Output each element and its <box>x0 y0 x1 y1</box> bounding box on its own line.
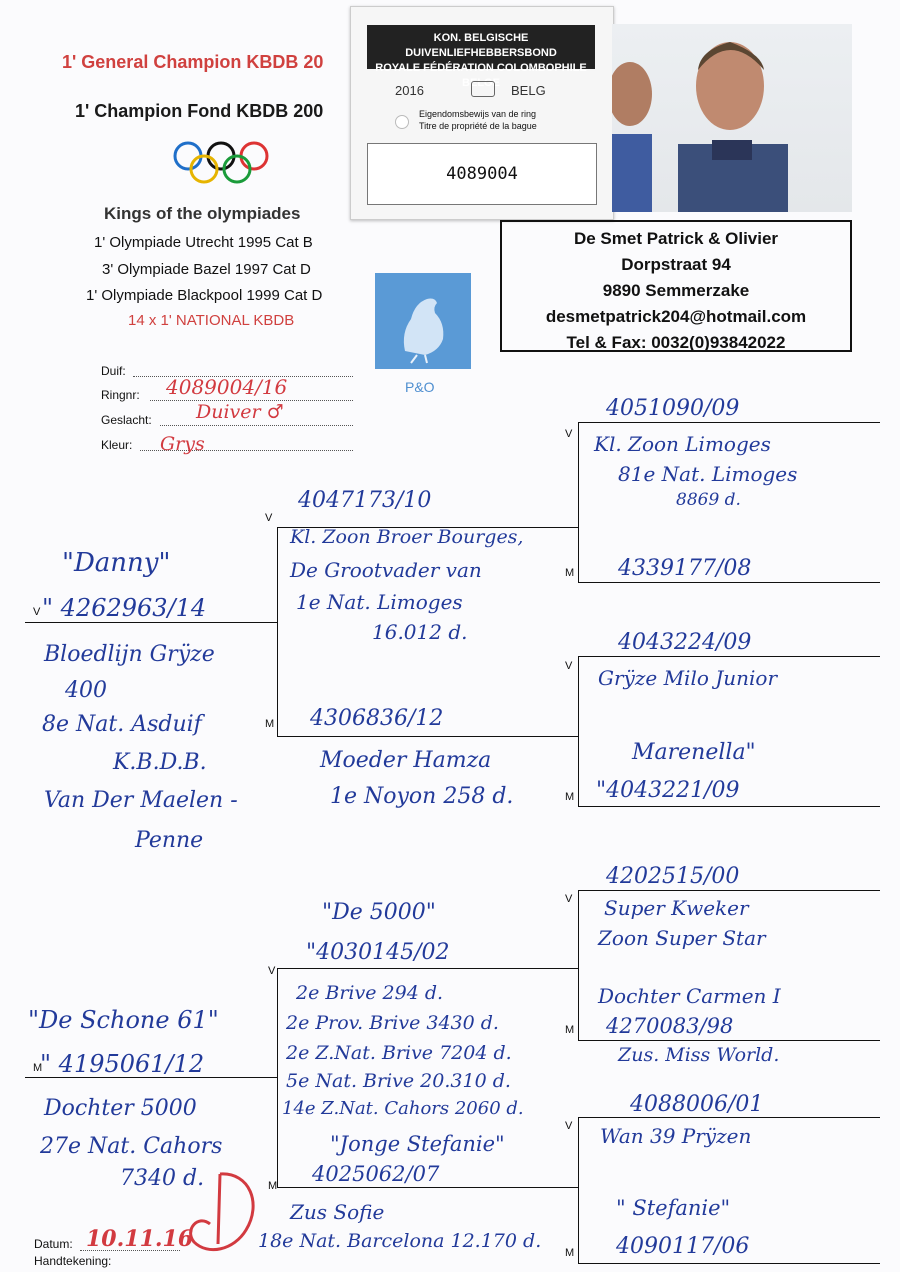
dsd-note: Zus. Miss World. <box>618 1044 780 1066</box>
ss-note: Kl. Zoon Broer Bourges, <box>290 526 524 548</box>
sss-sex-mark: V <box>565 428 573 440</box>
dd-ring: 4025062/07 <box>312 1162 440 1186</box>
ss-ring: 4047173/10 <box>298 488 432 513</box>
signature <box>180 1164 270 1268</box>
sd-note: Moeder Hamza <box>320 748 492 773</box>
ring-hole <box>395 115 409 129</box>
sdd-name: Marenella" <box>632 740 756 765</box>
po-logo-caption: P&O <box>405 379 435 395</box>
ss-sex-mark: V <box>265 512 273 524</box>
olympiade-line: 3' Olympiade Bazel 1997 Cat D <box>102 261 311 278</box>
geslacht-label: Geslacht: <box>101 413 152 427</box>
geslacht-value: Duiver ♂ <box>196 401 284 423</box>
breeder-contact-box <box>500 220 852 352</box>
dam-note: Dochter 5000 <box>44 1096 197 1121</box>
ring-caption-1: Eigendomsbewijs van de ring <box>419 109 537 119</box>
sds-line <box>578 656 880 657</box>
kings-title: Kings of the olympiades <box>104 204 301 223</box>
ssd-ring: 4339177/08 <box>618 556 752 581</box>
sdd-line <box>578 806 880 807</box>
sd-line <box>277 736 578 737</box>
ring-sticker-line-2: ROYALE FÉDÉRATION COLOMBOPHILE BELGE <box>375 62 587 89</box>
dss-sex-mark: V <box>565 893 573 905</box>
sd-ring: 4306836/12 <box>310 706 444 731</box>
ring-caption-2: Titre de propriété de la bague <box>419 121 537 131</box>
sd-sex-mark: M <box>265 718 275 730</box>
ds-note: 14e Z.Nat. Cahors 2060 d. <box>282 1098 524 1119</box>
sire-ring: " 4262963/14 <box>42 594 207 622</box>
ds-name: "De 5000" <box>322 900 436 925</box>
sire-note: Bloedlijn Grÿze <box>44 642 215 667</box>
dd-sex-mark: M <box>268 1180 278 1192</box>
ss-note: De Grootvader van <box>290 558 482 582</box>
dsd-line <box>578 1040 880 1041</box>
dds-note: Wan 39 Prÿzen <box>600 1124 752 1148</box>
dss-ring: 4202515/00 <box>606 864 740 889</box>
ring-year: 2016 <box>395 83 424 98</box>
olympiade-line: 1' Olympiade Utrecht 1995 Cat B <box>94 234 313 251</box>
sire-sex-mark: V <box>33 606 41 618</box>
ring-sticker-band <box>367 25 595 89</box>
ds-note: 2e Z.Nat. Brive 7204 d. <box>286 1042 512 1064</box>
ringnr-value: 4089004/16 <box>166 375 288 399</box>
owners-photo-figures <box>612 24 852 212</box>
sdd-ring: "4043221/09 <box>596 778 740 803</box>
sire-note: K.B.D.B. <box>113 750 207 775</box>
dd-line <box>277 1187 578 1188</box>
national-wins: 14 x 1' NATIONAL KBDB <box>128 312 295 329</box>
title-general-champion: 1' General Champion KBDB 20 <box>62 52 324 72</box>
sire-line <box>25 622 277 623</box>
breeder-phone: Tel & Fax: 0032(0)93842022 <box>566 333 786 352</box>
datum-value: 10.11.16 <box>86 1226 194 1252</box>
ds-sex-mark: V <box>268 965 276 977</box>
ssd-sex-mark: M <box>565 567 575 579</box>
dss-note: Super Kweker <box>604 896 749 920</box>
sss-note: Kl. Zoon Limoges <box>594 432 771 456</box>
dsd-name: Dochter Carmen I <box>598 984 781 1008</box>
sd-note: 1e Noyon 258 d. <box>330 784 514 809</box>
owners-photo <box>612 24 852 212</box>
sd-bracket <box>578 656 579 806</box>
ring-ownership-sticker <box>350 6 614 220</box>
dsd-ring: 4270083/98 <box>606 1014 734 1038</box>
ring-number: 4089004 <box>446 164 518 184</box>
dsd-sex-mark: M <box>565 1024 575 1036</box>
sire-note: Penne <box>135 828 204 853</box>
ds-note: 2e Brive 294 d. <box>296 982 444 1004</box>
sdd-sex-mark: M <box>565 791 575 803</box>
ds-note: 2e Prov. Brive 3430 d. <box>286 1012 499 1034</box>
ss-note: 1e Nat. Limoges <box>296 590 463 614</box>
sire-note: 400 <box>65 678 107 703</box>
ss-note: 16.012 d. <box>372 620 468 644</box>
sss-note: 8869 d. <box>676 490 741 510</box>
sds-note: Grÿze Milo Junior <box>598 666 778 690</box>
sire-bracket <box>277 527 278 737</box>
breeder-street: Dorpstraat 94 <box>621 255 731 274</box>
crown-icon <box>471 81 495 97</box>
ds-ring: "4030145/02 <box>306 940 450 965</box>
ds-note: 5e Nat. Brive 20.310 d. <box>286 1070 511 1092</box>
ringnr-label: Ringnr: <box>101 388 140 402</box>
dd-bracket <box>578 1117 579 1264</box>
dam-note: 7340 d. <box>120 1166 205 1191</box>
sds-ring: 4043224/09 <box>618 630 752 655</box>
handtekening-label: Handtekening: <box>34 1254 112 1268</box>
ddd-ring: 4090117/06 <box>616 1234 750 1259</box>
kleur-label: Kleur: <box>101 438 133 452</box>
dd-note: 18e Nat. Barcelona 12.170 d. <box>258 1230 542 1252</box>
olympic-rings-icon <box>170 140 274 186</box>
breeder-name: De Smet Patrick & Olivier <box>573 229 779 248</box>
dd-name: "Jonge Stefanie" <box>330 1132 505 1156</box>
dds-sex-mark: V <box>565 1120 573 1132</box>
dam-ring: " 4195061/12 <box>40 1050 205 1078</box>
pigeon-icon <box>375 273 471 369</box>
sire-name: "Danny" <box>62 548 171 578</box>
ddd-sex-mark: M <box>565 1247 575 1259</box>
dds-ring: 4088006/01 <box>630 1092 764 1117</box>
sire-note: 8e Nat. Asduif <box>42 712 202 737</box>
ring-number-box <box>367 143 597 205</box>
dss-note: Zoon Super Star <box>598 926 766 950</box>
ds-line <box>277 968 578 969</box>
dam-bracket <box>277 968 278 1188</box>
sds-sex-mark: V <box>565 660 573 672</box>
datum-label: Datum: <box>34 1237 73 1251</box>
dss-line <box>578 890 880 891</box>
ring-country: BELG <box>511 83 546 98</box>
breeder-email: desmetpatrick204@hotmail.com <box>545 307 807 326</box>
sss-line <box>578 422 880 423</box>
sire-note: Van Der Maelen - <box>44 788 238 813</box>
dam-name: "De Schone 61" <box>28 1006 219 1034</box>
dam-sex-mark: M <box>33 1062 43 1074</box>
ssd-line <box>578 582 880 583</box>
title-champion-fond: 1' Champion Fond KBDB 200 <box>75 101 324 121</box>
sss-note: 81e Nat. Limoges <box>618 462 798 486</box>
ss-bracket <box>578 422 579 582</box>
olympiade-line: 1' Olympiade Blackpool 1999 Cat D <box>86 287 323 304</box>
kleur-value: Grys <box>160 433 205 455</box>
dam-note: 27e Nat. Cahors <box>40 1134 223 1159</box>
breeder-city: 9890 Semmerzake <box>602 281 750 300</box>
ring-sticker-line-1: KON. BELGISCHE DUIVENLIEFHEBBERSBOND <box>405 32 557 59</box>
ddd-name: " Stefanie" <box>616 1196 731 1220</box>
po-logo <box>375 273 471 369</box>
dds-line <box>578 1117 880 1118</box>
duif-label: Duif: <box>101 364 126 378</box>
geslacht-line <box>160 425 353 426</box>
ddd-line <box>578 1263 880 1264</box>
dd-note: Zus Sofie <box>290 1200 385 1224</box>
ds-bracket <box>578 890 579 1040</box>
sss-ring: 4051090/09 <box>606 396 740 421</box>
